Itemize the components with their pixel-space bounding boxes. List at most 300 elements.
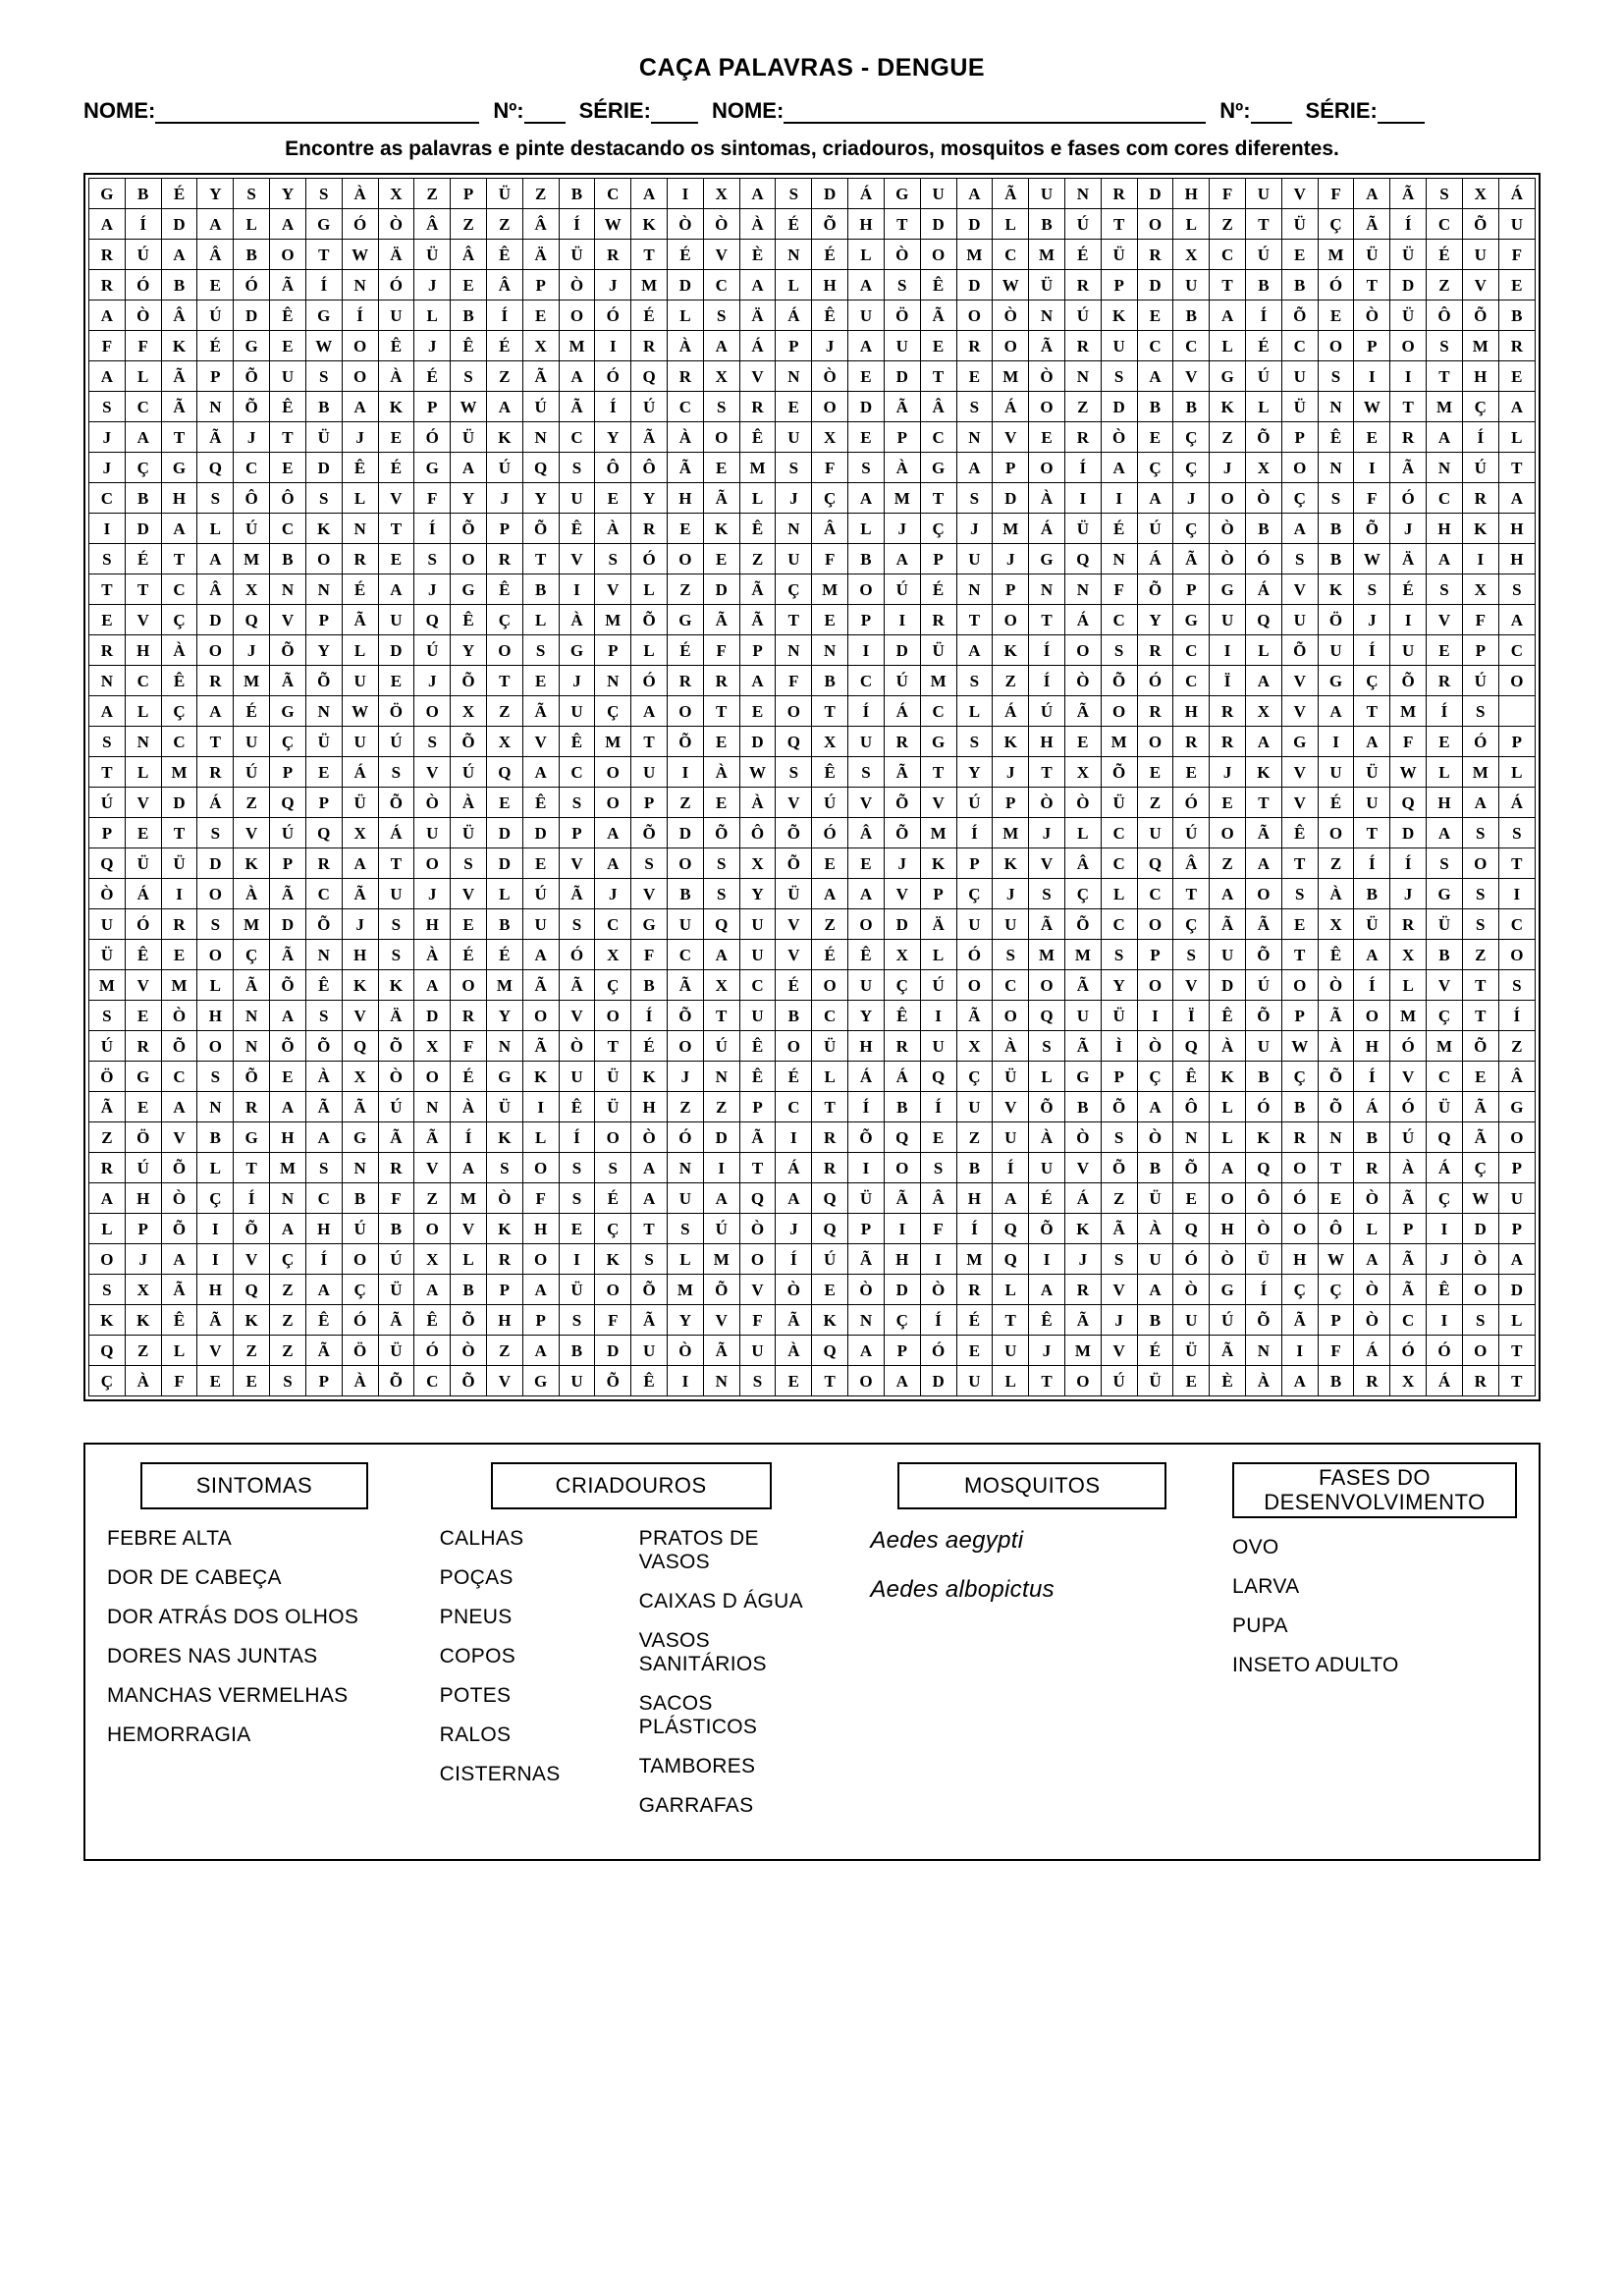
grid-cell[interactable]: V: [848, 788, 885, 818]
grid-cell[interactable]: Ò: [1173, 1275, 1210, 1305]
grid-cell[interactable]: Z: [668, 1092, 704, 1122]
grid-cell[interactable]: L: [1210, 1122, 1246, 1153]
grid-cell[interactable]: A: [342, 848, 378, 879]
grid-cell[interactable]: Ú: [89, 788, 126, 818]
grid-cell[interactable]: Ç: [270, 1244, 306, 1275]
grid-cell[interactable]: À: [1246, 1366, 1282, 1396]
grid-cell[interactable]: S: [197, 818, 234, 848]
grid-cell[interactable]: Ò: [993, 301, 1029, 331]
grid-cell[interactable]: M: [1427, 392, 1463, 422]
grid-cell[interactable]: A: [559, 361, 595, 392]
grid-cell[interactable]: E: [1318, 301, 1354, 331]
grid-cell[interactable]: Ü: [1390, 301, 1427, 331]
grid-cell[interactable]: E: [920, 1122, 956, 1153]
grid-cell[interactable]: Y: [486, 1001, 522, 1031]
grid-cell[interactable]: Õ: [1064, 909, 1101, 940]
grid-cell[interactable]: Í: [1246, 1275, 1282, 1305]
grid-cell[interactable]: V: [776, 940, 812, 970]
grid-cell[interactable]: É: [125, 544, 161, 574]
grid-cell[interactable]: R: [884, 1031, 920, 1062]
grid-cell[interactable]: Ç: [161, 605, 197, 635]
grid-cell[interactable]: Ç: [342, 1275, 378, 1305]
grid-cell[interactable]: H: [956, 1183, 993, 1214]
grid-cell[interactable]: S: [378, 757, 414, 788]
grid-cell[interactable]: H: [1173, 179, 1210, 209]
grid-cell[interactable]: Ó: [234, 270, 270, 301]
grid-cell[interactable]: U: [668, 1183, 704, 1214]
grid-cell[interactable]: Ö: [89, 1062, 126, 1092]
number-input-2[interactable]: [1251, 103, 1292, 124]
grid-cell[interactable]: S: [848, 757, 885, 788]
grid-cell[interactable]: F: [703, 635, 739, 666]
grid-cell[interactable]: Ä: [920, 909, 956, 940]
grid-cell[interactable]: S: [197, 909, 234, 940]
grid-cell[interactable]: Q: [486, 757, 522, 788]
grid-cell[interactable]: Ó: [1390, 1336, 1427, 1366]
grid-cell[interactable]: Õ: [234, 1214, 270, 1244]
grid-cell[interactable]: V: [884, 879, 920, 909]
grid-cell[interactable]: Z: [956, 1122, 993, 1153]
grid-cell[interactable]: Ó: [956, 940, 993, 970]
grid-cell[interactable]: Ò: [451, 1336, 487, 1366]
grid-cell[interactable]: H: [1173, 696, 1210, 727]
grid-cell[interactable]: A: [848, 270, 885, 301]
grid-cell[interactable]: E: [1318, 1183, 1354, 1214]
grid-cell[interactable]: G: [1210, 574, 1246, 605]
grid-cell[interactable]: Ç: [1427, 1001, 1463, 1031]
grid-cell[interactable]: X: [703, 970, 739, 1001]
grid-cell[interactable]: V: [1427, 970, 1463, 1001]
grid-cell[interactable]: V: [451, 879, 487, 909]
grid-cell[interactable]: Q: [920, 1062, 956, 1092]
grid-cell[interactable]: P: [559, 818, 595, 848]
grid-cell[interactable]: Ú: [631, 392, 668, 422]
grid-cell[interactable]: D: [522, 818, 559, 848]
grid-cell[interactable]: T: [812, 1366, 848, 1396]
grid-cell[interactable]: T: [1101, 209, 1137, 240]
grid-cell[interactable]: P: [1101, 270, 1137, 301]
grid-cell[interactable]: O: [522, 1153, 559, 1183]
grid-cell[interactable]: H: [848, 1031, 885, 1062]
grid-cell[interactable]: X: [956, 1031, 993, 1062]
grid-cell[interactable]: Ü: [1101, 1001, 1137, 1031]
grid-cell[interactable]: G: [414, 453, 451, 483]
grid-cell[interactable]: S: [559, 1305, 595, 1336]
grid-cell[interactable]: O: [812, 970, 848, 1001]
grid-cell[interactable]: K: [486, 1214, 522, 1244]
grid-cell[interactable]: P: [1498, 1153, 1535, 1183]
grid-cell[interactable]: M: [486, 970, 522, 1001]
grid-cell[interactable]: V: [595, 574, 631, 605]
grid-cell[interactable]: Ú: [197, 301, 234, 331]
grid-cell[interactable]: P: [993, 788, 1029, 818]
grid-cell[interactable]: T: [234, 1153, 270, 1183]
grid-cell[interactable]: R: [161, 909, 197, 940]
grid-cell[interactable]: Á: [1064, 1183, 1101, 1214]
grid-cell[interactable]: Ê: [414, 1305, 451, 1336]
grid-cell[interactable]: D: [848, 392, 885, 422]
grid-cell[interactable]: N: [234, 1031, 270, 1062]
grid-cell[interactable]: Ã: [1462, 1122, 1498, 1153]
grid-cell[interactable]: Q: [89, 848, 126, 879]
grid-cell[interactable]: Ã: [1029, 331, 1065, 361]
grid-cell[interactable]: T: [1281, 940, 1318, 970]
grid-cell[interactable]: G: [920, 727, 956, 757]
grid-cell[interactable]: A: [739, 270, 776, 301]
grid-cell[interactable]: J: [414, 879, 451, 909]
grid-cell[interactable]: A: [1101, 453, 1137, 483]
grid-cell[interactable]: S: [956, 483, 993, 514]
grid-cell[interactable]: A: [378, 574, 414, 605]
grid-cell[interactable]: A: [89, 209, 126, 240]
grid-cell[interactable]: S: [1427, 848, 1463, 879]
grid-cell[interactable]: Í: [1354, 848, 1390, 879]
grid-cell[interactable]: A: [270, 209, 306, 240]
grid-cell[interactable]: I: [1137, 1001, 1173, 1031]
grid-cell[interactable]: A: [1210, 301, 1246, 331]
grid-cell[interactable]: U: [956, 544, 993, 574]
grid-cell[interactable]: Ã: [342, 879, 378, 909]
grid-cell[interactable]: U: [1318, 757, 1354, 788]
grid-cell[interactable]: R: [1137, 240, 1173, 270]
grid-cell[interactable]: Õ: [884, 788, 920, 818]
grid-cell[interactable]: Â: [1498, 1062, 1535, 1092]
grid-cell[interactable]: J: [1029, 818, 1065, 848]
grid-cell[interactable]: E: [956, 361, 993, 392]
grid-cell[interactable]: C: [776, 1092, 812, 1122]
grid-cell[interactable]: A: [1246, 848, 1282, 879]
grid-cell[interactable]: G: [631, 909, 668, 940]
grid-cell[interactable]: Ó: [125, 909, 161, 940]
grid-cell[interactable]: P: [1281, 1001, 1318, 1031]
grid-cell[interactable]: X: [1318, 909, 1354, 940]
grid-cell[interactable]: U: [884, 331, 920, 361]
grid-cell[interactable]: W: [1318, 1244, 1354, 1275]
grid-cell[interactable]: U: [1318, 635, 1354, 666]
grid-cell[interactable]: Ü: [378, 1336, 414, 1366]
grid-cell[interactable]: A: [631, 179, 668, 209]
grid-cell[interactable]: Ï: [1210, 666, 1246, 696]
name-input-1[interactable]: [155, 103, 479, 124]
grid-cell[interactable]: Ò: [1354, 301, 1390, 331]
grid-cell[interactable]: Ü: [451, 818, 487, 848]
grid-cell[interactable]: Ú: [451, 757, 487, 788]
grid-cell[interactable]: E: [1173, 757, 1210, 788]
grid-cell[interactable]: Z: [89, 1122, 126, 1153]
grid-cell[interactable]: S: [776, 179, 812, 209]
grid-cell[interactable]: C: [414, 1366, 451, 1396]
grid-cell[interactable]: Ò: [1029, 361, 1065, 392]
grid-cell[interactable]: Z: [451, 209, 487, 240]
grid-cell[interactable]: Ã: [161, 392, 197, 422]
grid-cell[interactable]: M: [1427, 1031, 1463, 1062]
grid-cell[interactable]: Ò: [668, 209, 704, 240]
grid-cell[interactable]: F: [595, 1305, 631, 1336]
grid-cell[interactable]: A: [522, 940, 559, 970]
grid-cell[interactable]: O: [595, 1275, 631, 1305]
grid-cell[interactable]: O: [522, 1244, 559, 1275]
grid-cell[interactable]: M: [1390, 696, 1427, 727]
grid-cell[interactable]: S: [559, 909, 595, 940]
grid-cell[interactable]: S: [703, 301, 739, 331]
grid-cell[interactable]: Õ: [161, 1214, 197, 1244]
grid-cell[interactable]: M: [993, 514, 1029, 544]
grid-cell[interactable]: Õ: [703, 1275, 739, 1305]
grid-cell[interactable]: T: [703, 1001, 739, 1031]
grid-cell[interactable]: Ç: [270, 727, 306, 757]
grid-cell[interactable]: J: [956, 514, 993, 544]
grid-cell[interactable]: Ó: [1246, 544, 1282, 574]
grid-cell[interactable]: O: [920, 240, 956, 270]
grid-cell[interactable]: O: [451, 970, 487, 1001]
grid-cell[interactable]: S: [305, 483, 342, 514]
grid-cell[interactable]: J: [89, 422, 126, 453]
grid-cell[interactable]: Ò: [884, 240, 920, 270]
grid-cell[interactable]: À: [993, 1031, 1029, 1062]
grid-cell[interactable]: E: [1064, 727, 1101, 757]
grid-cell[interactable]: V: [1173, 361, 1210, 392]
grid-cell[interactable]: T: [125, 574, 161, 605]
grid-cell[interactable]: Ã: [1064, 1031, 1101, 1062]
grid-cell[interactable]: R: [884, 727, 920, 757]
grid-cell[interactable]: Õ: [1029, 1214, 1065, 1244]
grid-cell[interactable]: S: [631, 848, 668, 879]
grid-cell[interactable]: U: [739, 940, 776, 970]
grid-cell[interactable]: Í: [956, 1214, 993, 1244]
grid-cell[interactable]: N: [522, 422, 559, 453]
grid-cell[interactable]: O: [559, 301, 595, 331]
grid-cell[interactable]: L: [848, 514, 885, 544]
grid-cell[interactable]: X: [1246, 453, 1282, 483]
grid-cell[interactable]: I: [197, 1244, 234, 1275]
grid-cell[interactable]: T: [1246, 209, 1282, 240]
grid-cell[interactable]: F: [1318, 1336, 1354, 1366]
grid-cell[interactable]: C: [1210, 240, 1246, 270]
grid-cell[interactable]: C: [559, 422, 595, 453]
grid-cell[interactable]: L: [125, 696, 161, 727]
grid-cell[interactable]: Ú: [125, 1153, 161, 1183]
grid-cell[interactable]: Ü: [1354, 909, 1390, 940]
grid-cell[interactable]: À: [161, 635, 197, 666]
grid-cell[interactable]: F: [1498, 240, 1535, 270]
grid-cell[interactable]: N: [1064, 179, 1101, 209]
grid-cell[interactable]: Ê: [884, 1001, 920, 1031]
grid-cell[interactable]: P: [486, 1275, 522, 1305]
grid-cell[interactable]: É: [812, 940, 848, 970]
grid-cell[interactable]: S: [776, 453, 812, 483]
grid-cell[interactable]: T: [1173, 879, 1210, 909]
grid-cell[interactable]: D: [234, 301, 270, 331]
grid-cell[interactable]: R: [125, 1031, 161, 1062]
grid-cell[interactable]: Q: [414, 605, 451, 635]
grid-cell[interactable]: C: [595, 179, 631, 209]
grid-cell[interactable]: S: [1498, 574, 1535, 605]
grid-cell[interactable]: Q: [522, 453, 559, 483]
grid-cell[interactable]: S: [956, 666, 993, 696]
grid-cell[interactable]: H: [1029, 727, 1065, 757]
grid-cell[interactable]: Z: [486, 1336, 522, 1366]
grid-cell[interactable]: Ü: [1427, 1092, 1463, 1122]
grid-cell[interactable]: F: [1462, 605, 1498, 635]
grid-cell[interactable]: E: [1281, 240, 1318, 270]
grid-cell[interactable]: M: [559, 331, 595, 361]
grid-cell[interactable]: Ü: [305, 422, 342, 453]
grid-cell[interactable]: K: [631, 209, 668, 240]
grid-cell[interactable]: Õ: [1246, 422, 1282, 453]
grid-cell[interactable]: Ú: [1064, 209, 1101, 240]
grid-cell[interactable]: B: [1246, 514, 1282, 544]
grid-cell[interactable]: E: [378, 422, 414, 453]
grid-cell[interactable]: N: [234, 1001, 270, 1031]
grid-cell[interactable]: A: [1354, 1244, 1390, 1275]
grid-cell[interactable]: C: [270, 514, 306, 544]
grid-cell[interactable]: S: [1427, 179, 1463, 209]
grid-cell[interactable]: Ê: [559, 1092, 595, 1122]
grid-cell[interactable]: D: [668, 818, 704, 848]
name-input-2[interactable]: [784, 103, 1206, 124]
grid-cell[interactable]: Õ: [451, 727, 487, 757]
grid-cell[interactable]: B: [125, 179, 161, 209]
grid-cell[interactable]: Ü: [595, 1062, 631, 1092]
grid-cell[interactable]: R: [1462, 483, 1498, 514]
grid-cell[interactable]: C: [993, 970, 1029, 1001]
grid-cell[interactable]: U: [668, 909, 704, 940]
grid-cell[interactable]: N: [197, 1092, 234, 1122]
grid-cell[interactable]: Ã: [270, 879, 306, 909]
grid-cell[interactable]: Ü: [1064, 514, 1101, 544]
grid-cell[interactable]: Â: [161, 301, 197, 331]
grid-cell[interactable]: Ò: [1354, 1275, 1390, 1305]
grid-cell[interactable]: L: [486, 879, 522, 909]
grid-cell[interactable]: G: [920, 453, 956, 483]
grid-cell[interactable]: M: [1462, 331, 1498, 361]
grid-cell[interactable]: Z: [668, 574, 704, 605]
grid-cell[interactable]: V: [559, 848, 595, 879]
grid-cell[interactable]: X: [812, 727, 848, 757]
grid-cell[interactable]: Ã: [378, 1305, 414, 1336]
grid-cell[interactable]: Ó: [414, 422, 451, 453]
grid-cell[interactable]: Ò: [1462, 1244, 1498, 1275]
grid-cell[interactable]: Ü: [1137, 1366, 1173, 1396]
grid-cell[interactable]: I: [668, 757, 704, 788]
grid-cell[interactable]: A: [1354, 940, 1390, 970]
grid-cell[interactable]: Ç: [920, 514, 956, 544]
grid-cell[interactable]: T: [1462, 1001, 1498, 1031]
grid-cell[interactable]: U: [1101, 331, 1137, 361]
grid-cell[interactable]: T: [305, 240, 342, 270]
grid-cell[interactable]: Í: [1354, 970, 1390, 1001]
grid-cell[interactable]: W: [1390, 757, 1427, 788]
grid-cell[interactable]: Á: [1354, 1092, 1390, 1122]
grid-cell[interactable]: A: [486, 392, 522, 422]
grid-cell[interactable]: Ü: [993, 1062, 1029, 1092]
grid-cell[interactable]: Ã: [1210, 909, 1246, 940]
grid-cell[interactable]: L: [89, 1214, 126, 1244]
grid-cell[interactable]: Í: [305, 270, 342, 301]
grid-cell[interactable]: Ã: [342, 605, 378, 635]
grid-cell[interactable]: Ê: [161, 666, 197, 696]
grid-cell[interactable]: M: [993, 818, 1029, 848]
grid-cell[interactable]: Ò: [559, 1031, 595, 1062]
grid-cell[interactable]: Ã: [1390, 1244, 1427, 1275]
grid-cell[interactable]: A: [956, 453, 993, 483]
grid-cell[interactable]: Ò: [739, 1214, 776, 1244]
grid-cell[interactable]: Y: [631, 483, 668, 514]
grid-cell[interactable]: Õ: [378, 1366, 414, 1396]
grid-cell[interactable]: D: [884, 635, 920, 666]
grid-cell[interactable]: Q: [993, 1244, 1029, 1275]
grid-cell[interactable]: R: [703, 666, 739, 696]
grid-cell[interactable]: Ê: [739, 422, 776, 453]
grid-cell[interactable]: G: [1281, 727, 1318, 757]
grid-cell[interactable]: L: [993, 1366, 1029, 1396]
grid-cell[interactable]: U: [1029, 1153, 1065, 1183]
grid-cell[interactable]: U: [776, 544, 812, 574]
grid-cell[interactable]: R: [1390, 422, 1427, 453]
grid-cell[interactable]: É: [812, 240, 848, 270]
grid-cell[interactable]: Z: [270, 1275, 306, 1305]
grid-cell[interactable]: Ê: [1210, 1001, 1246, 1031]
grid-cell[interactable]: S: [451, 848, 487, 879]
grid-cell[interactable]: U: [1498, 209, 1535, 240]
grid-cell[interactable]: N: [1064, 574, 1101, 605]
grid-cell[interactable]: Ê: [451, 605, 487, 635]
grid-cell[interactable]: G: [1210, 1275, 1246, 1305]
grid-cell[interactable]: Ü: [414, 240, 451, 270]
grid-cell[interactable]: N: [342, 270, 378, 301]
grid-cell[interactable]: K: [234, 848, 270, 879]
grid-cell[interactable]: B: [1354, 879, 1390, 909]
grid-cell[interactable]: L: [1427, 757, 1463, 788]
grid-cell[interactable]: H: [197, 1275, 234, 1305]
grid-cell[interactable]: Ú: [884, 666, 920, 696]
grid-cell[interactable]: W: [595, 209, 631, 240]
grid-cell[interactable]: O: [1462, 1275, 1498, 1305]
grid-cell[interactable]: Ü: [451, 422, 487, 453]
grid-cell[interactable]: Ò: [1029, 788, 1065, 818]
grid-cell[interactable]: N: [197, 392, 234, 422]
grid-cell[interactable]: S: [1427, 574, 1463, 605]
grid-cell[interactable]: V: [234, 818, 270, 848]
grid-cell[interactable]: Ê: [305, 1305, 342, 1336]
grid-cell[interactable]: O: [812, 392, 848, 422]
grid-cell[interactable]: C: [305, 879, 342, 909]
grid-cell[interactable]: Õ: [234, 361, 270, 392]
grid-cell[interactable]: Ú: [378, 1244, 414, 1275]
grid-cell[interactable]: É: [161, 179, 197, 209]
grid-cell[interactable]: O: [305, 544, 342, 574]
grid-cell[interactable]: Í: [451, 1122, 487, 1153]
grid-cell[interactable]: T: [270, 422, 306, 453]
grid-cell[interactable]: À: [125, 1366, 161, 1396]
grid-cell[interactable]: Ú: [234, 757, 270, 788]
grid-cell[interactable]: L: [668, 1244, 704, 1275]
grid-cell[interactable]: Ê: [522, 788, 559, 818]
grid-cell[interactable]: R: [1390, 909, 1427, 940]
grid-cell[interactable]: Ü: [89, 940, 126, 970]
grid-cell[interactable]: Ó: [1137, 666, 1173, 696]
grid-cell[interactable]: Ó: [595, 361, 631, 392]
grid-cell[interactable]: F: [739, 1305, 776, 1336]
grid-cell[interactable]: D: [270, 909, 306, 940]
grid-cell[interactable]: V: [739, 1275, 776, 1305]
grid-cell[interactable]: Z: [486, 209, 522, 240]
grid-cell[interactable]: E: [1210, 788, 1246, 818]
grid-cell[interactable]: Ã: [993, 179, 1029, 209]
grid-cell[interactable]: X: [1462, 179, 1498, 209]
grid-cell[interactable]: X: [342, 818, 378, 848]
grid-cell[interactable]: M: [739, 453, 776, 483]
